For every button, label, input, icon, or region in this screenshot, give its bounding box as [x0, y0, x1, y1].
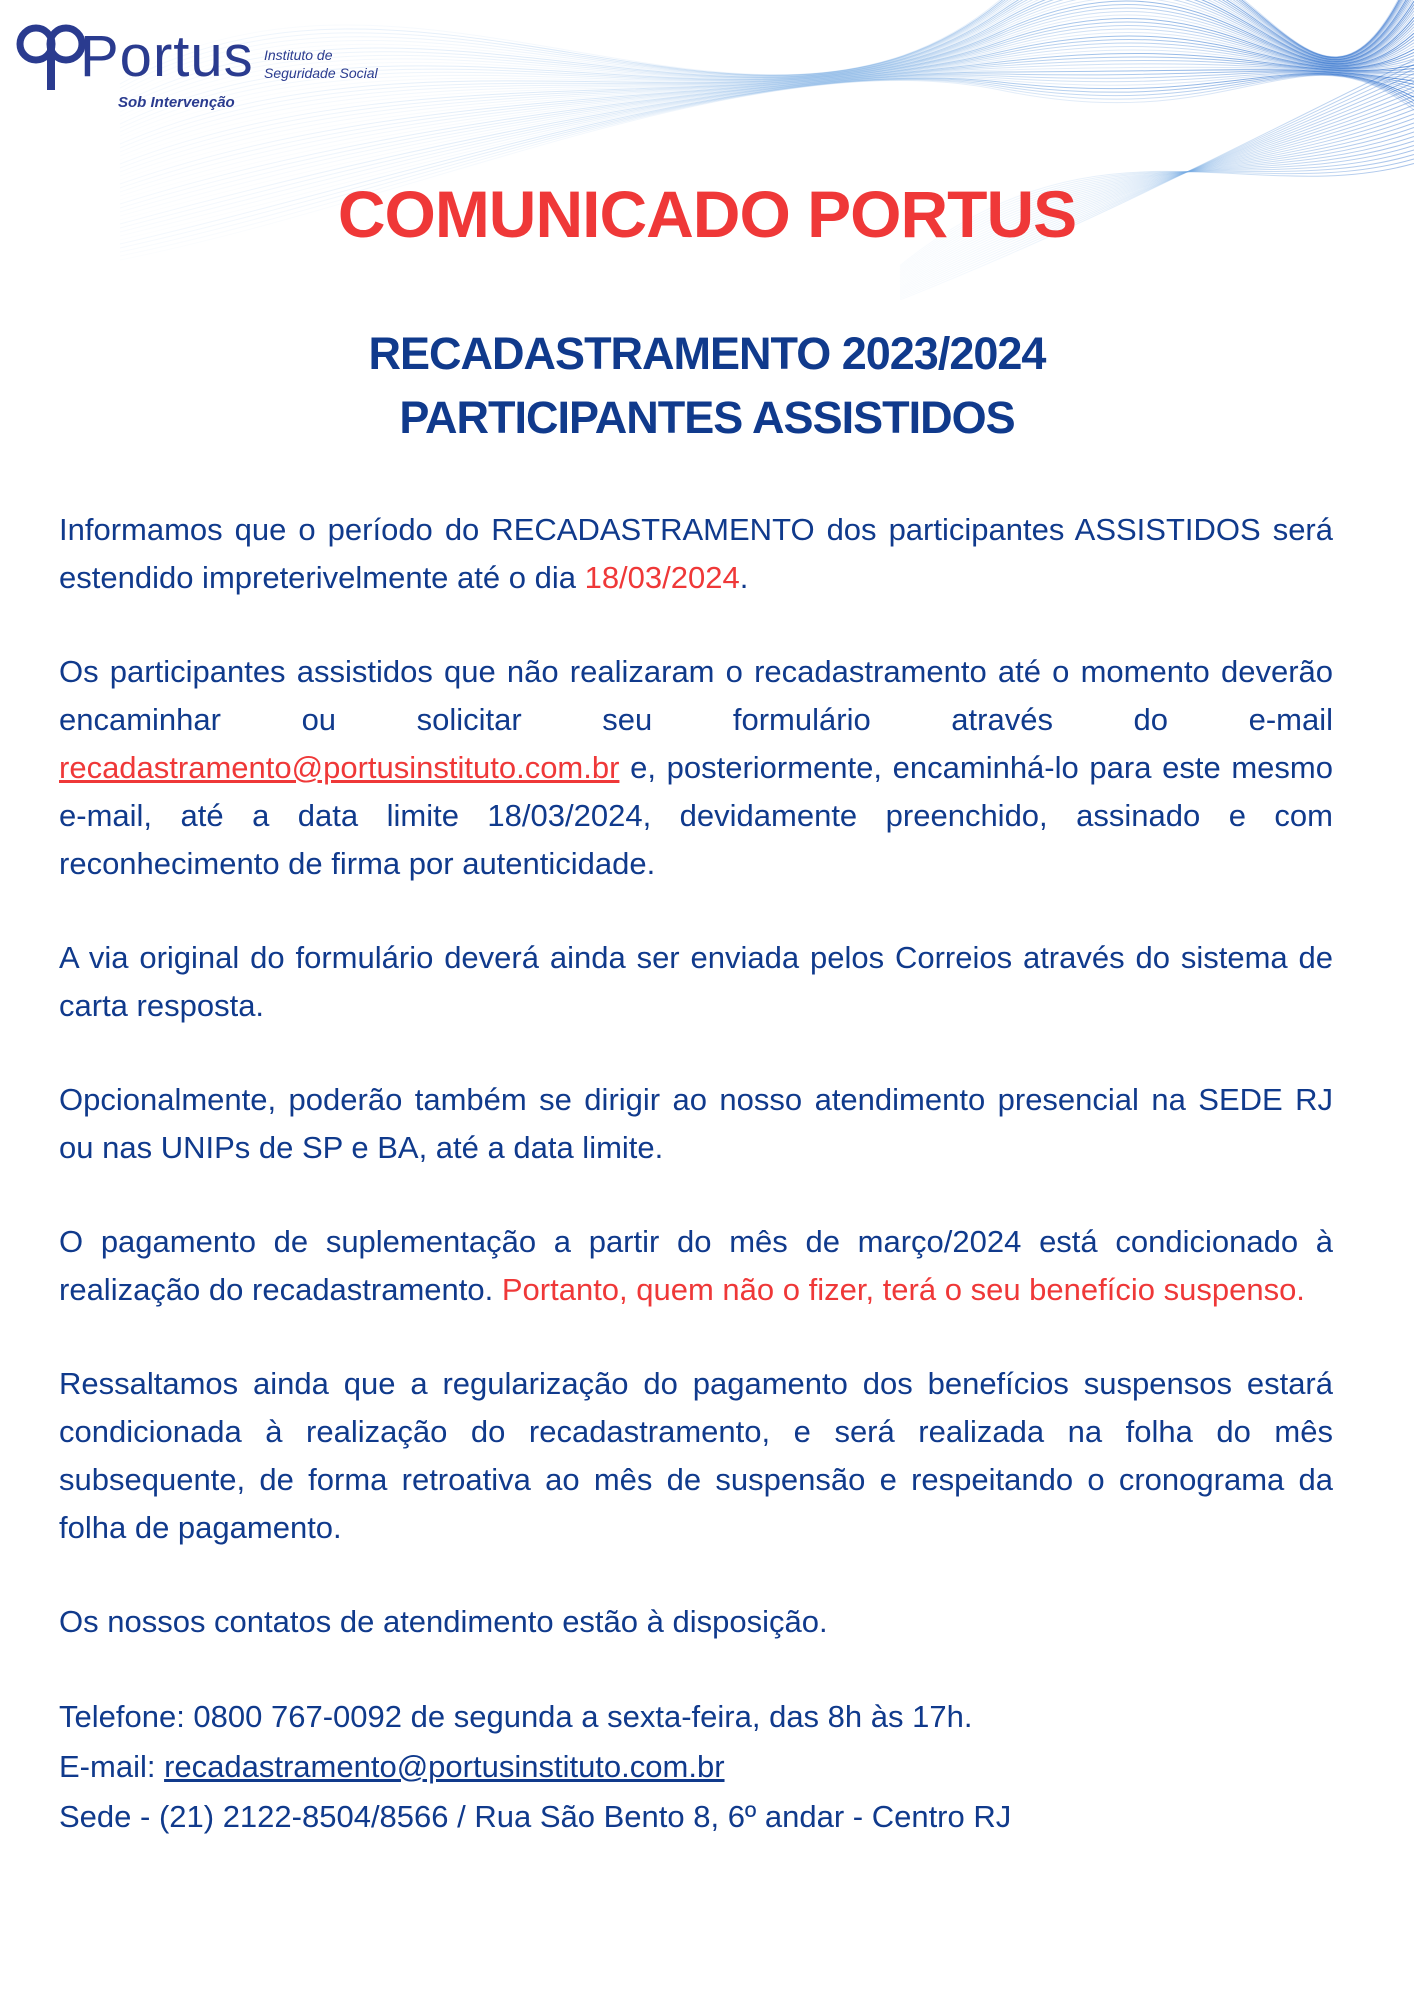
- institute-line-2: Seguridade Social: [264, 65, 378, 81]
- page-title: COMUNICADO PORTUS: [337, 177, 1077, 251]
- paragraph-contacts-intro: Os nossos contatos de atendimento estão à disposição.: [59, 1604, 828, 1639]
- paragraph-regularization: Ressaltamos ainda que a regularização do pagamento dos benefícios suspensos estará condicionada à realização do recadastramento, e será realizada na folha do mês subsequente, de forma retroativa ao mês de suspensão e respeitando o cronograma da folha de pagamento.: [59, 1366, 1333, 1545]
- paragraph-form-instructions: [59, 648, 1333, 888]
- email-label: E-mail:: [59, 1749, 165, 1784]
- portus-logo: [14, 22, 434, 122]
- contact-phone: Telefone: 0800 767-0092 de segunda a sexta-feira, das 8h às 17h.: [59, 1699, 973, 1734]
- contact-block: [59, 1692, 1333, 1842]
- paragraph-text: Informamos que o período do RECADASTRAMENTO dos participantes ASSISTIDOS será estendido impreterivelmente até o dia: [59, 512, 1333, 595]
- institute-line-1: Instituto de: [264, 47, 333, 63]
- paragraph-in-person: Opcionalmente, poderão também se dirigir ao nosso atendimento presencial na SEDE RJ ou nas UNIPs de SP e BA, até a data limite.: [59, 1082, 1333, 1165]
- paragraph-end: .: [739, 560, 749, 595]
- announcement-body: [59, 506, 1333, 1842]
- page-subtitle: [0, 322, 1414, 450]
- paragraph-text: O pagamento de suplementação a partir do mês de março/2024 está condicionado à realização do recadastramento.: [59, 1224, 1333, 1307]
- paragraph-text: e, posteriormente, encaminhá-lo para este mesmo e-mail, até a data limite 18/03/2024, devidamente preenchido, assinado e com reconhecimento de firma por autenticidade.: [59, 750, 1333, 881]
- logo-subtitle: Sob Intervenção: [118, 94, 235, 111]
- paragraph-deadline: [59, 506, 1333, 602]
- paragraph-text: Os participantes assistidos que não realizaram o recadastramento até o momento deverão encaminhar ou solicitar seu formulário através do e-mail: [59, 654, 1333, 737]
- paragraph-payment-condition: [59, 1218, 1333, 1314]
- logo-institute-name: [264, 46, 444, 82]
- deadline-date: 18/03/2024: [584, 560, 740, 595]
- logo-wordmark: Portus: [80, 24, 254, 89]
- subtitle-line-1: RECADASTRAMENTO 2023/2024: [368, 328, 1046, 379]
- email-link[interactable]: recadastramento@portusinstituto.com.br: [59, 750, 620, 785]
- contact-address: Sede - (21) 2122-8504/8566 / Rua São Bento 8, 6º andar - Centro RJ: [59, 1799, 1012, 1834]
- warning-text: Portanto, quem não o fizer, terá o seu benefício suspenso.: [501, 1272, 1305, 1307]
- portus-logo-mark-icon: [14, 22, 88, 92]
- contact-email: [59, 1742, 1333, 1792]
- subtitle-line-2: PARTICIPANTES ASSISTIDOS: [399, 392, 1015, 443]
- paragraph-original-mail: A via original do formulário deverá ainda ser enviada pelos Correios através do sistema de carta resposta.: [59, 940, 1333, 1023]
- contact-email-link[interactable]: recadastramento@portusinstituto.com.br: [164, 1749, 725, 1784]
